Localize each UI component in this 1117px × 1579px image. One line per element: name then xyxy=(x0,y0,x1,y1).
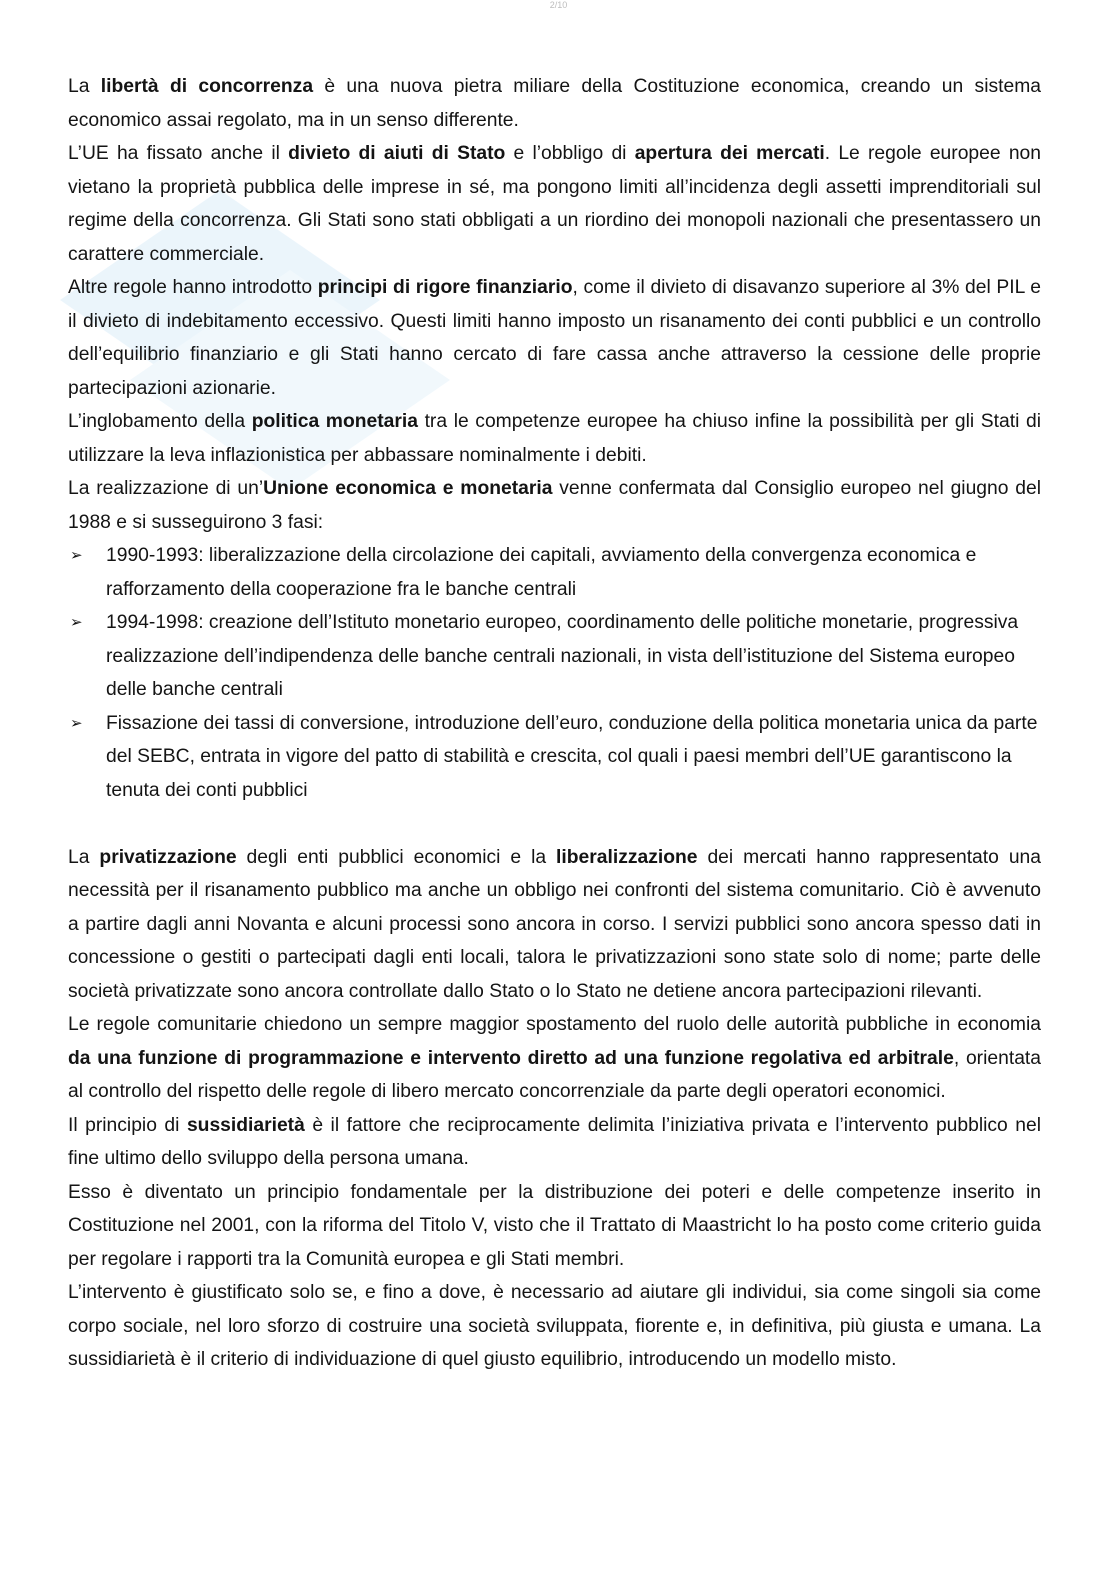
text-run: La realizzazione di un’ xyxy=(68,478,264,499)
bold-term: sussidiarietà xyxy=(186,1114,305,1136)
paragraph-gap xyxy=(68,807,1041,841)
paragraph xyxy=(68,1176,1041,1277)
paragraph xyxy=(68,137,1041,271)
text-run: è una nuova pietra miliare della Costituzione economica, creando un sistema economico assai regolato, ma in un senso differente. xyxy=(68,76,1041,131)
paragraph xyxy=(68,841,1041,1009)
text-run: Il principio di xyxy=(68,1114,187,1136)
bold-term: liberalizzazione xyxy=(556,846,698,868)
paragraph xyxy=(68,472,1041,539)
text-run: è il fattore che reciprocamente delimita l’iniziativa privata e l’intervento pubblico nel fine ultimo dello sviluppo della persona umana. xyxy=(68,1114,1041,1169)
paragraph xyxy=(68,1008,1041,1109)
text-run: Esso è diventato un principio fondamentale per la distribuzione dei poteri e delle competenze inserito in Costituzione nel 2001, con la riforma del Titolo V, visto che il Trattato di Maastricht lo ha posto come criterio guida per regolare i rapporti tra la Comunità europea e gli Stati membri. xyxy=(68,1181,1041,1270)
arrow-bullet-icon: ➢ xyxy=(70,714,83,732)
document-body xyxy=(68,70,1041,1377)
text-run: La xyxy=(68,846,100,868)
text-run: L’UE ha fissato anche il xyxy=(68,143,289,164)
text-run: dei mercati hanno rappresentato una necessità per il risanamento pubblico ma anche un obbligo nei confronti del sistema comunitario. Ciò è avvenuto a partire dagli anni Novanta e alcuni processi sono ancora in corso. I servizi pubblici sono ancora spesso dati in concessione o gestiti o partecipati dagli enti locali, talora le privatizzazioni sono state solo di nome; parte delle società privatizzate sono ancora controllate dallo Stato o lo Stato ne detiene ancora partecipazioni rilevanti. xyxy=(68,846,1041,1002)
bold-term: da una funzione di programmazione e intervento diretto ad una funzione regolativa ed arbitrale xyxy=(68,1047,954,1069)
arrow-bullet-icon: ➢ xyxy=(70,614,83,631)
phases-list xyxy=(68,539,1041,807)
paragraph xyxy=(68,405,1041,472)
list-item-text: Fissazione dei tassi di conversione, introduzione dell’euro, conduzione della politica monetaria unica da parte del SEBC, entrata in vigore del patto di stabilità e crescita, col quali i paesi membri dell’UE garantiscono la tenuta dei conti pubblici xyxy=(106,712,1038,801)
list-item xyxy=(70,707,1041,808)
bold-term: politica monetaria xyxy=(251,411,418,432)
bold-term: privatizzazione xyxy=(99,846,237,868)
section-economic-constitution xyxy=(68,70,1041,539)
text-run: L’inglobamento della xyxy=(68,411,252,432)
paragraph xyxy=(68,70,1041,137)
text-run: venne confermata dal Consiglio europeo nel giugno del 1988 e si susseguirono 3 fasi: xyxy=(68,478,1041,533)
bold-term: principi di rigore finanziario xyxy=(317,277,573,298)
text-run: tra le competenze europee ha chiuso infine la possibilità per gli Stati di utilizzare la leva inflazionistica per abbassare nominalmente i debiti. xyxy=(68,411,1041,466)
text-run: L’intervento è giustificato solo se, e fino a dove, è necessario ad aiutare gli individui, sia come singoli sia come corpo sociale, nel loro sforzo di costruire una società sviluppata, fiorente e, in definitiva, più giusta e umana. La sussidiarietà è il criterio di individuazione di quel giusto equilibrio, introducendo un modello misto. xyxy=(68,1282,1041,1370)
paragraph xyxy=(68,1109,1041,1176)
bold-term: libertà di concorrenza xyxy=(100,76,314,97)
bold-term: apertura dei mercati xyxy=(634,143,825,164)
bold-term: divieto di aiuti di Stato xyxy=(288,143,506,164)
text-run: degli enti pubblici economici e la xyxy=(236,846,557,868)
text-run: La xyxy=(68,76,101,97)
paragraph xyxy=(68,1276,1041,1377)
text-run: e l’obbligo di xyxy=(505,143,635,164)
paragraph xyxy=(68,271,1041,405)
text-run: Altre regole hanno introdotto xyxy=(68,277,318,298)
page-number: 2/10 xyxy=(549,0,568,10)
list-item-text: 1994-1998: creazione dell’Istituto monetario europeo, coordinamento delle politiche monetarie, progressiva realizzazione dell’indipendenza delle banche centrali nazionali, in vista dell’istituzione del Sistema europeo delle banche centrali xyxy=(106,612,1019,700)
list-item xyxy=(70,606,1041,707)
arrow-bullet-icon: ➢ xyxy=(70,547,83,564)
text-run: , orientata al controllo del rispetto delle regole di libero mercato concorrenziale da parte degli operatori economici. xyxy=(68,1047,1041,1102)
text-run: . Le regole europee non vietano la proprietà pubblica delle imprese in sé, ma pongono limiti all’incidenza degli assetti imprenditoriali sul regime della concorrenza. Gli Stati sono stati obbligati a un riordino dei monopoli nazionali che presentassero un carattere commerciale. xyxy=(68,143,1041,265)
list-item xyxy=(70,539,1041,606)
section-privatization xyxy=(68,841,1041,1377)
bold-term: Unione economica e monetaria xyxy=(263,478,553,499)
text-run: , come il divieto di disavanzo superiore al 3% del PIL e il divieto di indebitamento eccessivo. Questi limiti hanno imposto un risanamento dei conti pubblici e un controllo dell’equilibrio finanziario e gli Stati hanno cercato di fare cassa anche attraverso la cessione delle proprie partecipazioni azionarie. xyxy=(68,277,1041,399)
list-item-text: 1990-1993: liberalizzazione della circolazione dei capitali, avviamento della convergenza economica e rafforzamento della cooperazione fra le banche centrali xyxy=(106,545,977,600)
text-run: Le regole comunitarie chiedono un sempre maggior spostamento del ruolo delle autorità pubbliche in economia xyxy=(68,1014,1041,1035)
